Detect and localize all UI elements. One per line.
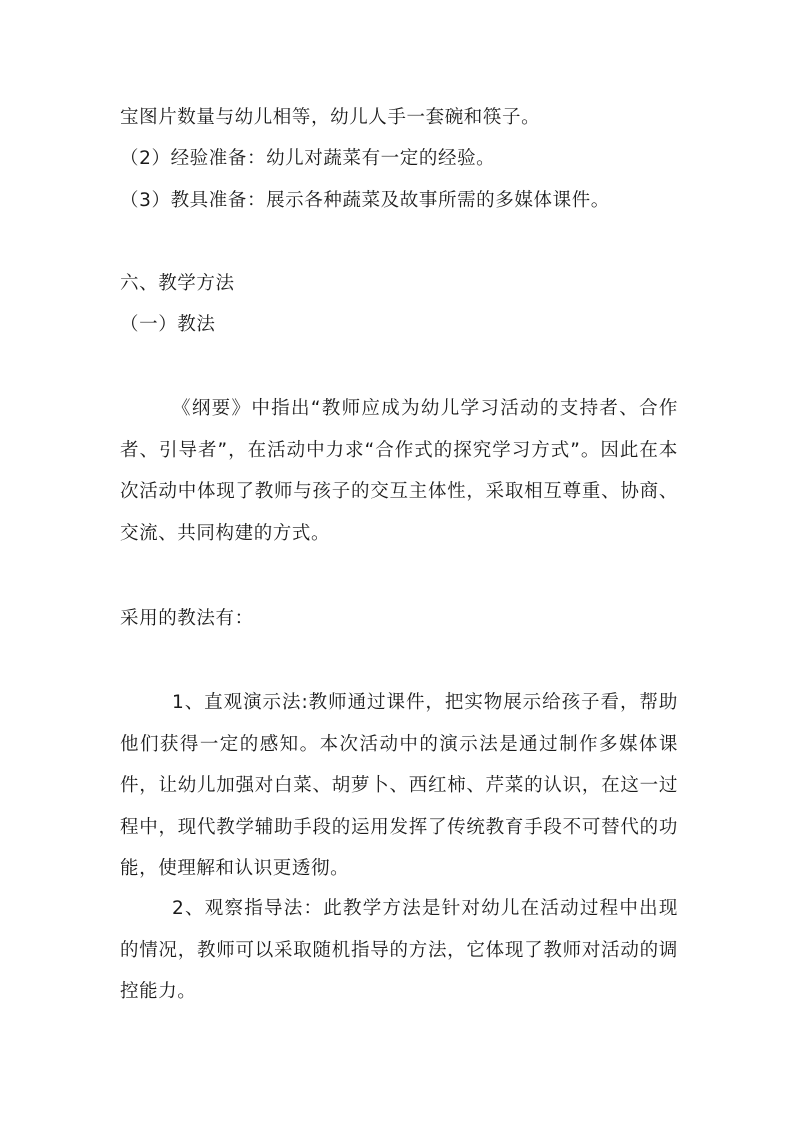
methods-intro: 采用的教法有： (120, 608, 254, 629)
section-heading-teaching-methods: 六、教学方法 (120, 273, 235, 294)
subsection-heading-teaching-approach: （一）教法 (120, 314, 216, 335)
preparation-item-1-continuation: 宝图片数量与幼儿相等，幼儿人手一套碗和筷子。 (120, 107, 541, 128)
paragraph-method-1: 1、直观演示法:教师通过课件，把实物展示给孩子看，帮助他们获得一定的感知。本次活动中的演示法是通过制作多媒体课件，让幼儿加强对白菜、胡萝卜、西红柿、芹菜的认识，在这一过程中，现代教学辅助手段的运用发挥了传统教育手段不可替代的功能，使理解和认识更透彻。 (120, 692, 678, 879)
preparation-item-2: （2）经验准备：幼儿对蔬菜有一定的经验。 (120, 148, 496, 169)
paragraph-method-2: 2、观察指导法：此教学方法是针对幼儿在活动过程中出现的情况，教师可以采取随机指导的方法，它体现了教师对活动的调控能力。 (120, 898, 678, 1002)
paragraph-gangyao: 《纲要》中指出“教师应成为幼儿学习活动的支持者、合作者、引导者”，在活动中力求“合作式的探究学习方式”。因此在本次活动中体现了教师与孩子的交互主体性，采取相互尊重、协商、交流、共同构建的方式。 (120, 398, 678, 544)
preparation-item-3: （3）教具准备：展示各种蔬菜及故事所需的多媒体课件。 (120, 190, 610, 211)
